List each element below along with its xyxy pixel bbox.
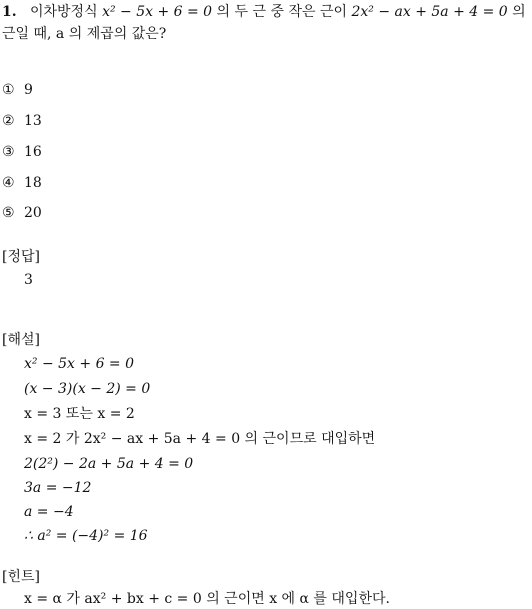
choice-2[interactable] (2, 111, 42, 131)
choice-value: 18 (24, 175, 42, 191)
solution-line-3: x = 3 또는 x = 2 (24, 406, 135, 422)
choice-mark: ④ (2, 175, 15, 191)
choice-3[interactable] (2, 142, 42, 162)
choice-mark: ② (2, 113, 15, 129)
choice-5[interactable] (2, 203, 42, 223)
solution-line-8: ∴ a² = (−4)² = 16 (24, 528, 148, 544)
solution-line-7: a = −4 (24, 504, 74, 520)
question-line-1 (2, 2, 526, 22)
solution-heading: [해설] (2, 332, 40, 348)
equation-2: 2x² − ax + 5a + 4 = 0 (351, 4, 508, 20)
answer-value: 3 (24, 272, 33, 288)
choice-value: 20 (24, 205, 42, 221)
hint-text: x = α 가 ax² + bx + c = 0 의 근이면 x 에 α 를 대입한다. (24, 591, 390, 607)
choice-mark: ③ (2, 144, 15, 160)
question-text-mid: 의 두 근 중 작은 근이 (216, 4, 347, 20)
choice-mark: ⑤ (2, 205, 15, 221)
choice-mark: ① (2, 82, 15, 98)
choice-value: 9 (24, 82, 33, 98)
choice-value: 16 (24, 144, 42, 160)
answer-heading: [정답] (2, 249, 40, 265)
question-number: 1. (2, 4, 17, 20)
solution-line-1: x² − 5x + 6 = 0 (24, 356, 135, 372)
choice-1[interactable] (2, 80, 33, 100)
equation-1: x² − 5x + 6 = 0 (102, 4, 213, 20)
solution-line-2: (x − 3)(x − 2) = 0 (24, 381, 151, 397)
choice-value: 13 (24, 113, 42, 129)
choice-4[interactable] (2, 173, 42, 193)
solution-line-4: x = 2 가 2x² − ax + 5a + 4 = 0 의 근이므로 대입하면 (24, 431, 376, 447)
question-text-post: 의 (512, 4, 526, 20)
solution-line-5: 2(2²) − 2a + 5a + 4 = 0 (24, 456, 194, 472)
question-text-pre: 이차방정식 (29, 4, 98, 20)
question-line-2: 근일 때, a 의 제곱의 값은? (2, 26, 167, 42)
hint-heading: [힌트] (2, 569, 40, 585)
solution-line-6: 3a = −12 (24, 480, 92, 496)
